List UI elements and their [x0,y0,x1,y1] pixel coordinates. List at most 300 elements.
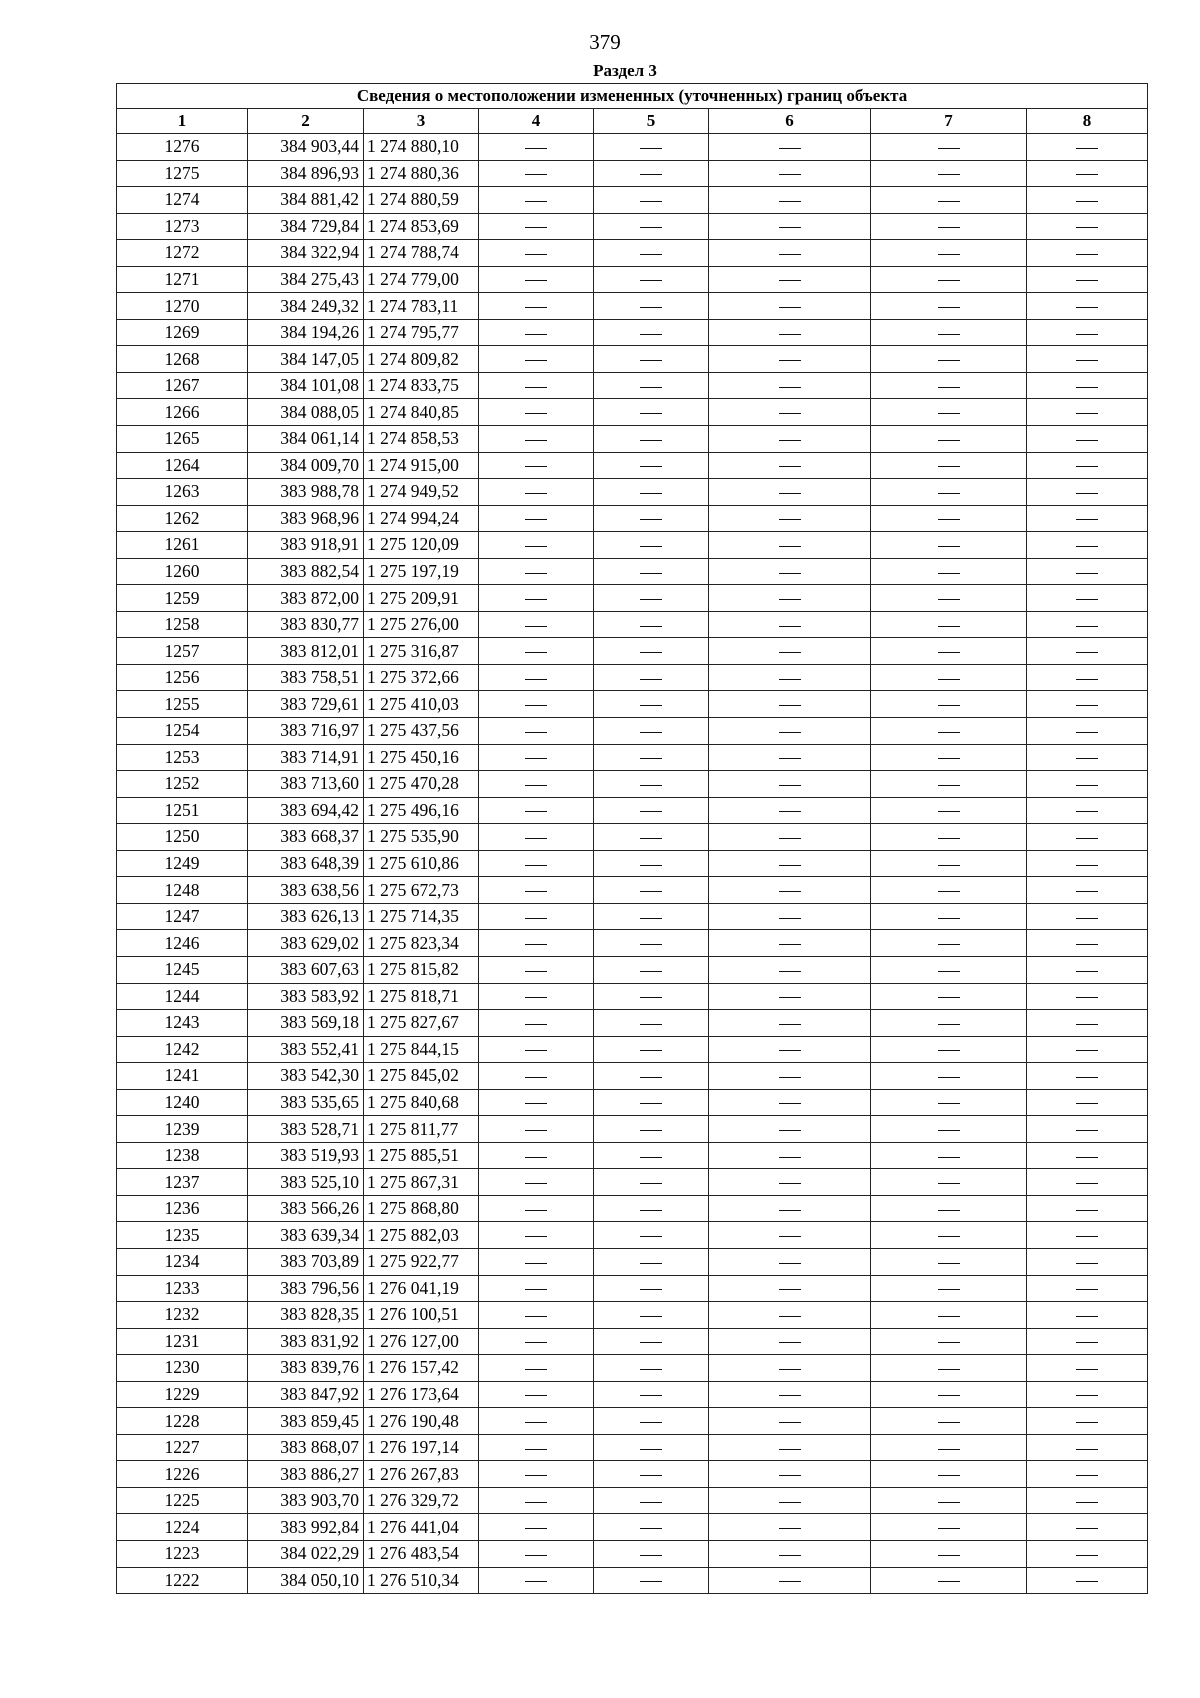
column-header-1: 1 [117,109,248,134]
empty-cell-column-4 [479,319,594,346]
empty-cell-column-6 [709,1275,871,1302]
empty-cell-column-7 [871,877,1027,904]
empty-cell-column-6 [709,983,871,1010]
y-coordinate-cell: 1 274 840,85 [364,399,479,426]
empty-cell-column-7 [871,1302,1027,1329]
x-coordinate-cell: 383 968,96 [248,505,364,532]
empty-cell-column-8 [1027,691,1148,718]
dash-mark [1076,1555,1098,1556]
table-row [117,903,1148,930]
dash-mark [779,254,801,255]
x-coordinate-cell: 383 839,76 [248,1355,364,1382]
empty-cell-column-5 [594,1089,709,1116]
dash-mark [525,1581,547,1582]
column-header-7: 7 [871,109,1027,134]
empty-cell-column-7 [871,1514,1027,1541]
x-coordinate-cell: 383 542,30 [248,1063,364,1090]
column-header-3: 3 [364,109,479,134]
dash-mark [1076,1289,1098,1290]
point-number-cell: 1240 [117,1089,248,1116]
point-number-cell: 1230 [117,1355,248,1382]
dash-mark [1076,1449,1098,1450]
dash-mark [779,1236,801,1237]
dash-mark [640,254,662,255]
x-coordinate-cell: 383 868,07 [248,1434,364,1461]
dash-mark [938,493,960,494]
empty-cell-column-7 [871,1036,1027,1063]
page-number: 379 [589,30,621,54]
point-number-cell: 1250 [117,824,248,851]
empty-cell-column-6 [709,664,871,691]
dash-mark [938,1528,960,1529]
table-row [117,638,1148,665]
dash-mark [938,679,960,680]
dash-mark [525,387,547,388]
empty-cell-column-5 [594,1142,709,1169]
dash-mark [1076,758,1098,759]
empty-cell-column-5 [594,638,709,665]
dash-mark [1076,440,1098,441]
empty-cell-column-5 [594,664,709,691]
empty-cell-column-8 [1027,1169,1148,1196]
dash-mark [640,652,662,653]
y-coordinate-cell: 1 274 915,00 [364,452,479,479]
dash-mark [525,1236,547,1237]
x-coordinate-cell: 383 566,26 [248,1195,364,1222]
dash-mark [525,1210,547,1211]
empty-cell-column-7 [871,744,1027,771]
dash-mark [938,1130,960,1131]
y-coordinate-cell: 1 275 714,35 [364,903,479,930]
dash-mark [938,227,960,228]
empty-cell-column-4 [479,1461,594,1488]
dash-mark [525,997,547,998]
empty-cell-column-6 [709,585,871,612]
dash-mark [1076,334,1098,335]
dash-mark [1076,1316,1098,1317]
dash-mark [938,360,960,361]
y-coordinate-cell: 1 275 840,68 [364,1089,479,1116]
dash-mark [779,387,801,388]
dash-mark [938,626,960,627]
dash-mark [525,1316,547,1317]
dash-mark [938,413,960,414]
dash-mark [640,1289,662,1290]
dash-mark [640,1528,662,1529]
table-row [117,1195,1148,1222]
empty-cell-column-7 [871,479,1027,506]
empty-cell-column-4 [479,1408,594,1435]
point-number-cell: 1268 [117,346,248,373]
empty-cell-column-7 [871,1089,1027,1116]
empty-cell-column-4 [479,983,594,1010]
y-coordinate-cell: 1 274 779,00 [364,266,479,293]
x-coordinate-cell: 384 147,05 [248,346,364,373]
y-coordinate-cell: 1 275 867,31 [364,1169,479,1196]
empty-cell-column-5 [594,718,709,745]
dash-mark [1076,387,1098,388]
dash-mark [779,174,801,175]
point-number-cell: 1258 [117,611,248,638]
dash-mark [938,811,960,812]
table-row [117,213,1148,240]
dash-mark [525,1157,547,1158]
empty-cell-column-8 [1027,1275,1148,1302]
y-coordinate-cell: 1 275 450,16 [364,744,479,771]
empty-cell-column-8 [1027,877,1148,904]
empty-cell-column-7 [871,505,1027,532]
table-row [117,346,1148,373]
x-coordinate-cell: 383 903,70 [248,1487,364,1514]
empty-cell-column-4 [479,744,594,771]
dash-mark [779,971,801,972]
x-coordinate-cell: 383 607,63 [248,956,364,983]
empty-cell-column-6 [709,1434,871,1461]
dash-mark [938,334,960,335]
table-row [117,956,1148,983]
y-coordinate-cell: 1 275 316,87 [364,638,479,665]
dash-mark [640,1236,662,1237]
empty-cell-column-6 [709,718,871,745]
table-row [117,399,1148,426]
y-coordinate-cell: 1 274 994,24 [364,505,479,532]
empty-cell-column-6 [709,1408,871,1435]
empty-cell-column-7 [871,1567,1027,1594]
empty-cell-column-4 [479,903,594,930]
point-number-cell: 1238 [117,1142,248,1169]
empty-cell-column-7 [871,187,1027,214]
dash-mark [640,307,662,308]
empty-cell-column-8 [1027,930,1148,957]
section-title: Раздел 3 [593,61,657,80]
dash-mark [525,838,547,839]
empty-cell-column-8 [1027,213,1148,240]
empty-cell-column-4 [479,1328,594,1355]
empty-cell-column-7 [871,1487,1027,1514]
dash-mark [938,652,960,653]
dash-mark [1076,626,1098,627]
dash-mark [640,1449,662,1450]
empty-cell-column-5 [594,1381,709,1408]
point-number-cell: 1272 [117,240,248,267]
y-coordinate-cell: 1 275 437,56 [364,718,479,745]
empty-cell-column-8 [1027,266,1148,293]
dash-mark [938,573,960,574]
empty-cell-column-4 [479,797,594,824]
dash-mark [525,1528,547,1529]
table-row [117,1036,1148,1063]
empty-cell-column-6 [709,346,871,373]
empty-cell-column-6 [709,1355,871,1382]
y-coordinate-cell: 1 275 276,00 [364,611,479,638]
empty-cell-column-8 [1027,1567,1148,1594]
point-number-cell: 1222 [117,1567,248,1594]
dash-mark [779,440,801,441]
dash-mark [640,1555,662,1556]
empty-cell-column-6 [709,1116,871,1143]
empty-cell-column-8 [1027,1355,1148,1382]
dash-mark [938,201,960,202]
y-coordinate-cell: 1 274 795,77 [364,319,479,346]
dash-mark [938,174,960,175]
dash-mark [640,918,662,919]
point-number-cell: 1266 [117,399,248,426]
dash-mark [938,254,960,255]
empty-cell-column-4 [479,718,594,745]
empty-cell-column-7 [871,664,1027,691]
dash-mark [1076,1528,1098,1529]
dash-mark [640,227,662,228]
dash-mark [525,918,547,919]
dash-mark [1076,1502,1098,1503]
y-coordinate-cell: 1 276 173,64 [364,1381,479,1408]
empty-cell-column-4 [479,1248,594,1275]
dash-mark [1076,1050,1098,1051]
dash-mark [1076,652,1098,653]
empty-cell-column-5 [594,1195,709,1222]
dash-mark [938,599,960,600]
empty-cell-column-4 [479,638,594,665]
dash-mark [525,1130,547,1131]
x-coordinate-cell: 383 713,60 [248,771,364,798]
empty-cell-column-7 [871,850,1027,877]
empty-cell-column-7 [871,266,1027,293]
empty-cell-column-8 [1027,1540,1148,1567]
dash-mark [938,1024,960,1025]
empty-cell-column-6 [709,1036,871,1063]
dash-mark [525,440,547,441]
table-row [117,1089,1148,1116]
table-row [117,1063,1148,1090]
dash-mark [525,254,547,255]
dash-mark [1076,997,1098,998]
x-coordinate-cell: 383 626,13 [248,903,364,930]
empty-cell-column-8 [1027,187,1148,214]
point-number-cell: 1273 [117,213,248,240]
table-row [117,1275,1148,1302]
table-row [117,293,1148,320]
dash-mark [640,1024,662,1025]
table-row [117,1355,1148,1382]
dash-mark [779,732,801,733]
empty-cell-column-5 [594,1328,709,1355]
empty-cell-column-4 [479,213,594,240]
point-number-cell: 1228 [117,1408,248,1435]
empty-cell-column-5 [594,1408,709,1435]
dash-mark [525,1502,547,1503]
empty-cell-column-6 [709,1222,871,1249]
empty-cell-column-6 [709,505,871,532]
x-coordinate-cell: 383 552,41 [248,1036,364,1063]
empty-cell-column-5 [594,266,709,293]
point-number-cell: 1271 [117,266,248,293]
empty-cell-column-8 [1027,452,1148,479]
empty-cell-column-6 [709,930,871,957]
dash-mark [779,1422,801,1423]
point-number-cell: 1259 [117,585,248,612]
empty-cell-column-8 [1027,664,1148,691]
dash-mark [640,1157,662,1158]
table-row [117,1248,1148,1275]
table-row [117,1222,1148,1249]
dash-mark [938,732,960,733]
empty-cell-column-8 [1027,1434,1148,1461]
dash-mark [640,971,662,972]
dash-mark [525,599,547,600]
dash-mark [640,865,662,866]
empty-cell-column-4 [479,505,594,532]
dash-mark [1076,466,1098,467]
dash-mark [779,466,801,467]
point-number-cell: 1260 [117,558,248,585]
dash-mark [779,918,801,919]
empty-cell-column-8 [1027,1063,1148,1090]
dash-mark [525,865,547,866]
x-coordinate-cell: 384 194,26 [248,319,364,346]
dash-mark [525,280,547,281]
empty-cell-column-6 [709,1381,871,1408]
table-row [117,1116,1148,1143]
empty-cell-column-7 [871,1461,1027,1488]
empty-cell-column-5 [594,1434,709,1461]
dash-mark [525,1183,547,1184]
dash-mark [1076,1236,1098,1237]
empty-cell-column-8 [1027,505,1148,532]
y-coordinate-cell: 1 275 882,03 [364,1222,479,1249]
point-number-cell: 1267 [117,372,248,399]
point-number-cell: 1257 [117,638,248,665]
empty-cell-column-4 [479,426,594,453]
point-number-cell: 1245 [117,956,248,983]
empty-cell-column-7 [871,1434,1027,1461]
dash-mark [1076,865,1098,866]
empty-cell-column-8 [1027,824,1148,851]
y-coordinate-cell: 1 275 470,28 [364,771,479,798]
dash-mark [779,811,801,812]
dash-mark [640,1342,662,1343]
empty-cell-column-8 [1027,240,1148,267]
y-coordinate-cell: 1 276 127,00 [364,1328,479,1355]
x-coordinate-cell: 383 729,61 [248,691,364,718]
empty-cell-column-4 [479,1116,594,1143]
x-coordinate-cell: 383 638,56 [248,877,364,904]
empty-cell-column-4 [479,160,594,187]
empty-cell-column-7 [871,1169,1027,1196]
point-number-cell: 1226 [117,1461,248,1488]
empty-cell-column-7 [871,134,1027,161]
dash-mark [525,174,547,175]
x-coordinate-cell: 383 668,37 [248,824,364,851]
empty-cell-column-6 [709,452,871,479]
y-coordinate-cell: 1 274 809,82 [364,346,479,373]
dash-mark [779,679,801,680]
point-number-cell: 1232 [117,1302,248,1329]
empty-cell-column-8 [1027,1116,1148,1143]
table-row [117,1302,1148,1329]
empty-cell-column-6 [709,187,871,214]
empty-cell-column-5 [594,1567,709,1594]
empty-cell-column-5 [594,452,709,479]
x-coordinate-cell: 383 830,77 [248,611,364,638]
dash-mark [525,227,547,228]
empty-cell-column-8 [1027,1036,1148,1063]
empty-cell-column-7 [871,1142,1027,1169]
empty-cell-column-8 [1027,1461,1148,1488]
empty-cell-column-6 [709,1461,871,1488]
x-coordinate-cell: 384 903,44 [248,134,364,161]
dash-mark [525,1263,547,1264]
empty-cell-column-7 [871,797,1027,824]
empty-cell-column-6 [709,1328,871,1355]
table-row [117,771,1148,798]
dash-mark [779,1449,801,1450]
dash-mark [1076,1369,1098,1370]
x-coordinate-cell: 383 583,92 [248,983,364,1010]
empty-cell-column-7 [871,160,1027,187]
empty-cell-column-8 [1027,479,1148,506]
dash-mark [779,758,801,759]
empty-cell-column-5 [594,532,709,559]
point-number-cell: 1256 [117,664,248,691]
x-coordinate-cell: 383 828,35 [248,1302,364,1329]
dash-mark [1076,971,1098,972]
dash-mark [938,758,960,759]
dash-mark [640,838,662,839]
dash-mark [938,891,960,892]
empty-cell-column-7 [871,293,1027,320]
table-row [117,930,1148,957]
empty-cell-column-4 [479,1514,594,1541]
y-coordinate-cell: 1 275 410,03 [364,691,479,718]
y-coordinate-cell: 1 275 815,82 [364,956,479,983]
dash-mark [779,705,801,706]
table-row [117,134,1148,161]
y-coordinate-cell: 1 274 880,10 [364,134,479,161]
empty-cell-column-4 [479,452,594,479]
dash-mark [525,1422,547,1423]
empty-cell-column-7 [871,691,1027,718]
empty-cell-column-6 [709,213,871,240]
table-row [117,585,1148,612]
point-number-cell: 1254 [117,718,248,745]
dash-mark [525,201,547,202]
dash-mark [938,546,960,547]
empty-cell-column-4 [479,293,594,320]
empty-cell-column-4 [479,1275,594,1302]
empty-cell-column-4 [479,877,594,904]
dash-mark [779,1263,801,1264]
dash-mark [1076,1263,1098,1264]
empty-cell-column-8 [1027,532,1148,559]
empty-cell-column-8 [1027,850,1148,877]
x-coordinate-cell: 383 758,51 [248,664,364,691]
dash-mark [779,201,801,202]
empty-cell-column-4 [479,611,594,638]
dash-mark [779,573,801,574]
table-row [117,1434,1148,1461]
empty-cell-column-5 [594,399,709,426]
empty-cell-column-4 [479,346,594,373]
empty-cell-column-7 [871,638,1027,665]
empty-cell-column-6 [709,1302,871,1329]
empty-cell-column-4 [479,558,594,585]
y-coordinate-cell: 1 275 922,77 [364,1248,479,1275]
table-row [117,160,1148,187]
dash-mark [1076,732,1098,733]
dash-mark [1076,1395,1098,1396]
empty-cell-column-7 [871,558,1027,585]
y-coordinate-cell: 1 276 510,34 [364,1567,479,1594]
